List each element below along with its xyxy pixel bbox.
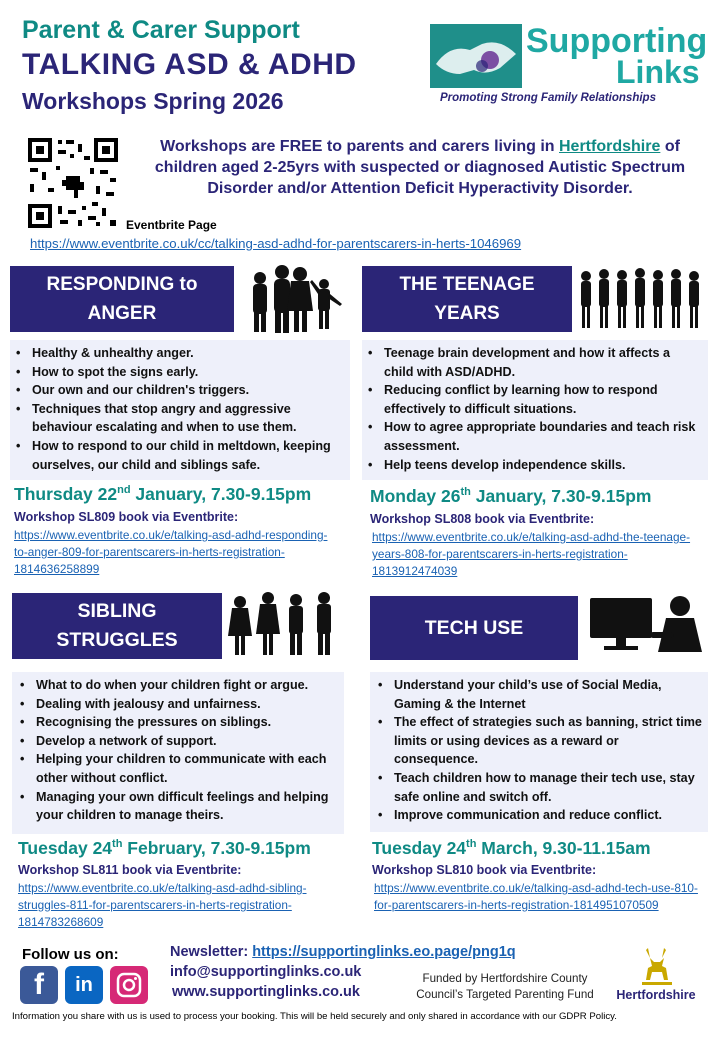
workshop-teenage-booking: Workshop SL808 book via Eventbrite: [370, 512, 595, 526]
header-line-3: Workshops Spring 2026 [22, 88, 284, 114]
email-address[interactable]: info@supportinglinks.co.uk [170, 964, 362, 980]
children-silhouette-icon [226, 588, 340, 660]
date-time: February, 7.30-9.15pm [122, 838, 311, 858]
qr-label: Eventbrite Page [126, 218, 217, 232]
intro-part-1: Workshops are FREE to parents and carers living in [160, 138, 555, 155]
date-time: January, 7.30-9.15pm [130, 484, 312, 504]
intro-part-2: of children aged 2-25yrs with suspected or diagnosed Autistic Spectrum Disorder and/or Attention Deficit Hyperactivity Disorder. [154, 138, 686, 197]
workshop-tech-panel [370, 672, 708, 832]
workshop-sibling-title-line-2: STRUGGLES [56, 629, 178, 651]
list-item: • Helping your children to communicate with each other without conflict. [18, 750, 338, 787]
list-item: • Managing your own difficult feelings and helping your children to manage theirs. [18, 788, 338, 825]
header-line-1: Parent & Carer Support [22, 16, 300, 44]
list-item: • Teach children how to manage their tech use, stay safe online and switch off. [376, 769, 702, 806]
workshop-sibling-panel [12, 672, 344, 834]
list-item: • Dealing with jealousy and unfairness. [18, 695, 338, 714]
workshop-teenage-title-line-2: YEARS [434, 303, 500, 324]
list-item: • The effect of strategies such as banning, strict time limits or using devices as a reward or consequence. [376, 713, 702, 769]
facebook-icon[interactable]: f [20, 966, 58, 1004]
logo-word-1: Supporting [526, 22, 708, 60]
date-suffix: th [466, 838, 477, 851]
list-item: • Reducing conflict by learning how to respond effectively to difficult situations. [366, 381, 702, 418]
workshop-tech-title [370, 596, 578, 660]
workshop-sibling-bullets [18, 676, 338, 825]
workshop-anger-booking: Workshop SL809 book via Eventbrite: [14, 510, 239, 524]
hertfordshire-logo-text: Hertfordshire [616, 988, 696, 1002]
list-item: • Develop a network of support. [18, 732, 338, 751]
date-time: January, 7.30-9.15pm [470, 486, 652, 506]
website-address[interactable]: www.supportinglinks.co.uk [172, 984, 360, 1000]
date-time: March, 9.30-11.15am [476, 838, 651, 858]
workshop-tech-title-line-1: TECH USE [424, 616, 524, 639]
page-title: TALKING ASD & ADHD [22, 48, 357, 81]
workshop-anger-panel [10, 340, 350, 480]
workshop-anger-link[interactable]: https://www.eventbrite.co.uk/e/talking-asd-adhd-responding-to-anger-809-for-parentscarers-in-herts-registration-1814636258899 [14, 528, 328, 576]
workshop-sibling-title-line-1: SIBLING [77, 600, 157, 622]
workshop-teenage-link[interactable]: https://www.eventbrite.co.uk/e/talking-asd-adhd-the-teenage-years-808-for-parentscarers-in-herts-registration-1813912474039 [372, 530, 691, 578]
newsletter-line [170, 944, 516, 960]
logo-strapline: Promoting Strong Family Relationships [440, 92, 656, 104]
date-day: Thursday 22 [14, 484, 118, 504]
family-silhouette-icon [238, 264, 348, 336]
workshop-sibling-link[interactable]: https://www.eventbrite.co.uk/e/talking-asd-adhd-sibling-struggles-811-for-parentscarers-in-herts-registration-1814783268609 [18, 881, 307, 929]
funding-note: Funded by Hertfordshire County Council’s Targeted Parenting Fund [416, 972, 594, 1001]
workshop-anger-title-line-2: ANGER [87, 303, 157, 324]
newsletter-label: Newsletter: [170, 944, 249, 960]
list-item: • How to spot the signs early. [14, 363, 344, 382]
workshop-teenage-panel [362, 340, 708, 480]
workshop-tech-bullets [376, 676, 702, 825]
workshop-tech-link[interactable]: https://www.eventbrite.co.uk/e/talking-asd-adhd-tech-use-810-for-parentscarers-in-herts-registration-1814951070509 [374, 881, 698, 912]
workshop-anger-title [10, 266, 234, 332]
date-suffix: nd [117, 484, 131, 497]
list-item: • Recognising the pressures on siblings. [18, 713, 338, 732]
date-suffix: th [460, 486, 471, 499]
logo-word-2: Links [616, 54, 700, 90]
instagram-icon[interactable] [110, 966, 148, 1004]
workshop-sibling-booking: Workshop SL811 book via Eventbrite: [18, 863, 242, 877]
workshop-tech-booking: Workshop SL810 book via Eventbrite: [372, 863, 597, 877]
workshop-sibling-title [12, 593, 222, 659]
intro-text [140, 136, 700, 199]
date-suffix: th [112, 838, 123, 851]
list-item: • Help teens develop independence skills. [366, 456, 702, 475]
workshop-teenage-title [362, 266, 572, 332]
newsletter-link[interactable]: https://supportinglinks.eo.page/png1q [252, 944, 516, 960]
workshop-teenage-bullets [366, 344, 702, 474]
workshop-teenage-date [370, 486, 651, 507]
teenagers-silhouette-icon [576, 266, 704, 332]
date-day: Tuesday 24 [372, 838, 467, 858]
eventbrite-page-link[interactable]: https://www.eventbrite.co.uk/cc/talking-asd-adhd-for-parentscarers-in-herts-1046969 [30, 236, 522, 251]
list-item: • Teenage brain development and how it affects a child with ASD/ADHD. [366, 344, 702, 381]
hart-icon [640, 946, 674, 986]
workshop-anger-bullets [14, 344, 344, 474]
list-item: • Healthy & unhealthy anger. [14, 344, 344, 363]
follow-us-label: Follow us on: [22, 946, 119, 963]
list-item: • Improve communication and reduce conflict. [376, 806, 702, 825]
list-item: • Our own and our children's triggers. [14, 381, 344, 400]
workshop-anger-title-line-1: RESPONDING to [46, 274, 198, 295]
linkedin-icon[interactable]: in [65, 966, 103, 1004]
list-item: • How to agree appropriate boundaries and teach risk assessment. [366, 418, 702, 455]
gdpr-notice: Information you share with us is used to process your booking. This will be held securely and only shared in accordance with our GDPR Policy. [12, 1011, 617, 1022]
date-day: Tuesday 24 [18, 838, 113, 858]
supporting-links-logo [430, 24, 708, 112]
list-item: • Techniques that stop angry and aggressive behaviour escalating and when to use them. [14, 400, 344, 437]
workshop-anger-date [14, 484, 311, 505]
list-item: • How to respond to our child in meltdown, keeping ourselves, our child and siblings safe. [14, 437, 344, 474]
workshop-teenage-title-line-1: THE TEENAGE [399, 274, 535, 295]
computer-user-silhouette-icon [584, 592, 708, 656]
hertfordshire-logo [606, 946, 706, 1004]
date-day: Monday 26 [370, 486, 461, 506]
workshop-sibling-date [18, 838, 311, 859]
hands-logo-icon [430, 24, 522, 88]
list-item: • Understand your child’s use of Social Media, Gaming & the Internet [376, 676, 702, 713]
hertfordshire-link[interactable]: Hertfordshire [559, 138, 661, 155]
workshop-tech-date [372, 838, 651, 859]
eventbrite-qr-code[interactable] [26, 136, 120, 230]
list-item: • What to do when your children fight or argue. [18, 676, 338, 695]
